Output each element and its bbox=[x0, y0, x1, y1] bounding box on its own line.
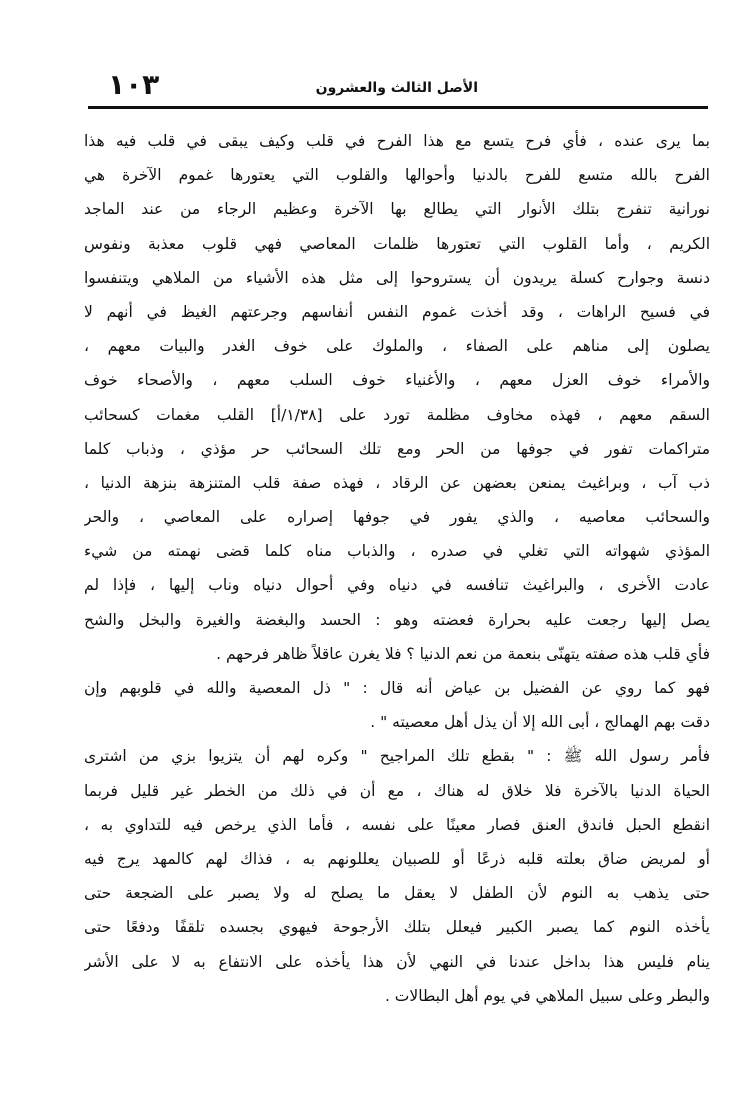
text-line: والأمراء خوف العزل معهم ، والأغنياء خوف السلب معهم ، والأصحاء خوف bbox=[84, 371, 710, 390]
text-line: في فسيح الراهات ، وقد أخذت غموم النفس أنفاسهم وجرعتهم الغيظ في أنهم لا bbox=[84, 302, 710, 321]
text-line: الحياة الدنيا بالآخرة فلا خلاق له هناك ، مع أن في ذلك من الخطر غير قليل فربما bbox=[84, 781, 710, 800]
body-text bbox=[84, 124, 710, 1013]
text-line: فأي قلب هذه صفته يتهنّى بنعمة من نعم الدنيا ؟ فلا يغرن عاقلاً ظاهر فرحهم . bbox=[216, 644, 710, 663]
text-line: فهو كما روي عن الفضيل بن عياض أنه قال : " ذل المعصية والله في قلوبهم وإن bbox=[84, 679, 710, 697]
text-line: يصل إليها رجعت عليه بحرارة فعضته وهو : الحسد والبغضة والغيرة والبخل والشح bbox=[84, 610, 710, 629]
text-line: والسحائب معاصيه ، والذي يفور في جوفها إصراره على المعاصي ، والحر bbox=[84, 508, 710, 527]
text-line: انقطع الحبل فاندق العنق فصار معينًا على نفسه ، فأما الذي يرخص فيه للتداوي به ، bbox=[84, 815, 710, 834]
text-line: ينام فليس هذا بداخل عندنا في النهي لأن هذا يأخذه على الانتفاع به لا على الأشر bbox=[84, 952, 710, 971]
text-line: والبطر وعلى سبيل الملاهي في يوم أهل البطالات . bbox=[384, 986, 710, 1005]
text-line: ذب آب ، وبراغيث يمنعن بعضهن عن الرقاد ، فهذه صفة قلب المتنزهة بنزهة الدنيا ، bbox=[84, 473, 710, 492]
text-line: عادت الأخرى ، والبراغيث تنافسه في دنياه وفي أحوال دنياه وناب إليها ، فإذا لم bbox=[84, 576, 710, 595]
text-line: الكريم ، وأما القلوب التي تعتورها ظلمات المعاصي فهي قلوب معذبة ونفوس bbox=[84, 234, 710, 253]
chapter-title: الأصل الثالث والعشرون bbox=[315, 80, 478, 96]
text-line: الفرح بالله متسع للفرح بالدنيا وأحوالها والقلوب التي يعتورها غموم الآخرة هي bbox=[84, 166, 710, 185]
text-line: أو لمريض ضاق بعلته قلبه ذرعًا أو للصبيان يعللونهم به ، فذاك لهم كالمهد يرج فيه bbox=[84, 849, 710, 868]
text-line: يصلون إلى مناهم على الصفاء ، والملوك على خوف الغدر والبيات معهم ، bbox=[84, 337, 710, 356]
text-line: متراكمات تفور في جوفها من الحر ومع تلك السحائب حر مؤذي ، وذباب كلما bbox=[84, 439, 710, 458]
page-header bbox=[88, 64, 708, 108]
text-line: المؤذي شهواته التي تغلي في صدره ، والذباب مناه كلما قضى نهمته من شيء bbox=[84, 542, 710, 561]
text-line: نورانية تنفرج بتلك الأنوار التي يطالع بها الآخرة وعظيم الرجاء من عند الماجد bbox=[84, 200, 710, 219]
header-rule bbox=[88, 106, 708, 109]
text-line: دقت بهم الهمالج ، أبى الله إلا أن يذل أهل معصيته " . bbox=[370, 713, 710, 732]
page-number: ١٠٣ bbox=[108, 68, 160, 101]
text-line: بما يرى عنده ، فأي فرح يتسع مع هذا الفرح في قلب وكيف يبقى في قلب فيه هذا bbox=[84, 132, 710, 150]
text-line: فأمر رسول الله ﷺ : " بقطع تلك المراجيح " وكره لهم أن يتزيوا بزي من اشترى bbox=[84, 747, 710, 766]
text-line: يأخذه النوم كما يصبر الكبير فيعلل بتلك الأرجوحة فيهوي بجسده تلقفًا ودفعًا حتى bbox=[84, 918, 710, 937]
text-line: السقم معهم ، فهذه مخاوف مظلمة تورد على [١/٣٨/أ] القلب مغمات كسحائب bbox=[84, 405, 710, 424]
text-line: حتى يذهب به النوم لأن الطفل لا يعقل ما يصلح له ولا يصبر على الضجعة حتى bbox=[84, 884, 710, 903]
text-line: دنسة وجوارح كسلة يريدون أن يستروحوا إلى مثل هذه الأشياء من الملاهي ويتنفسوا bbox=[84, 268, 710, 287]
